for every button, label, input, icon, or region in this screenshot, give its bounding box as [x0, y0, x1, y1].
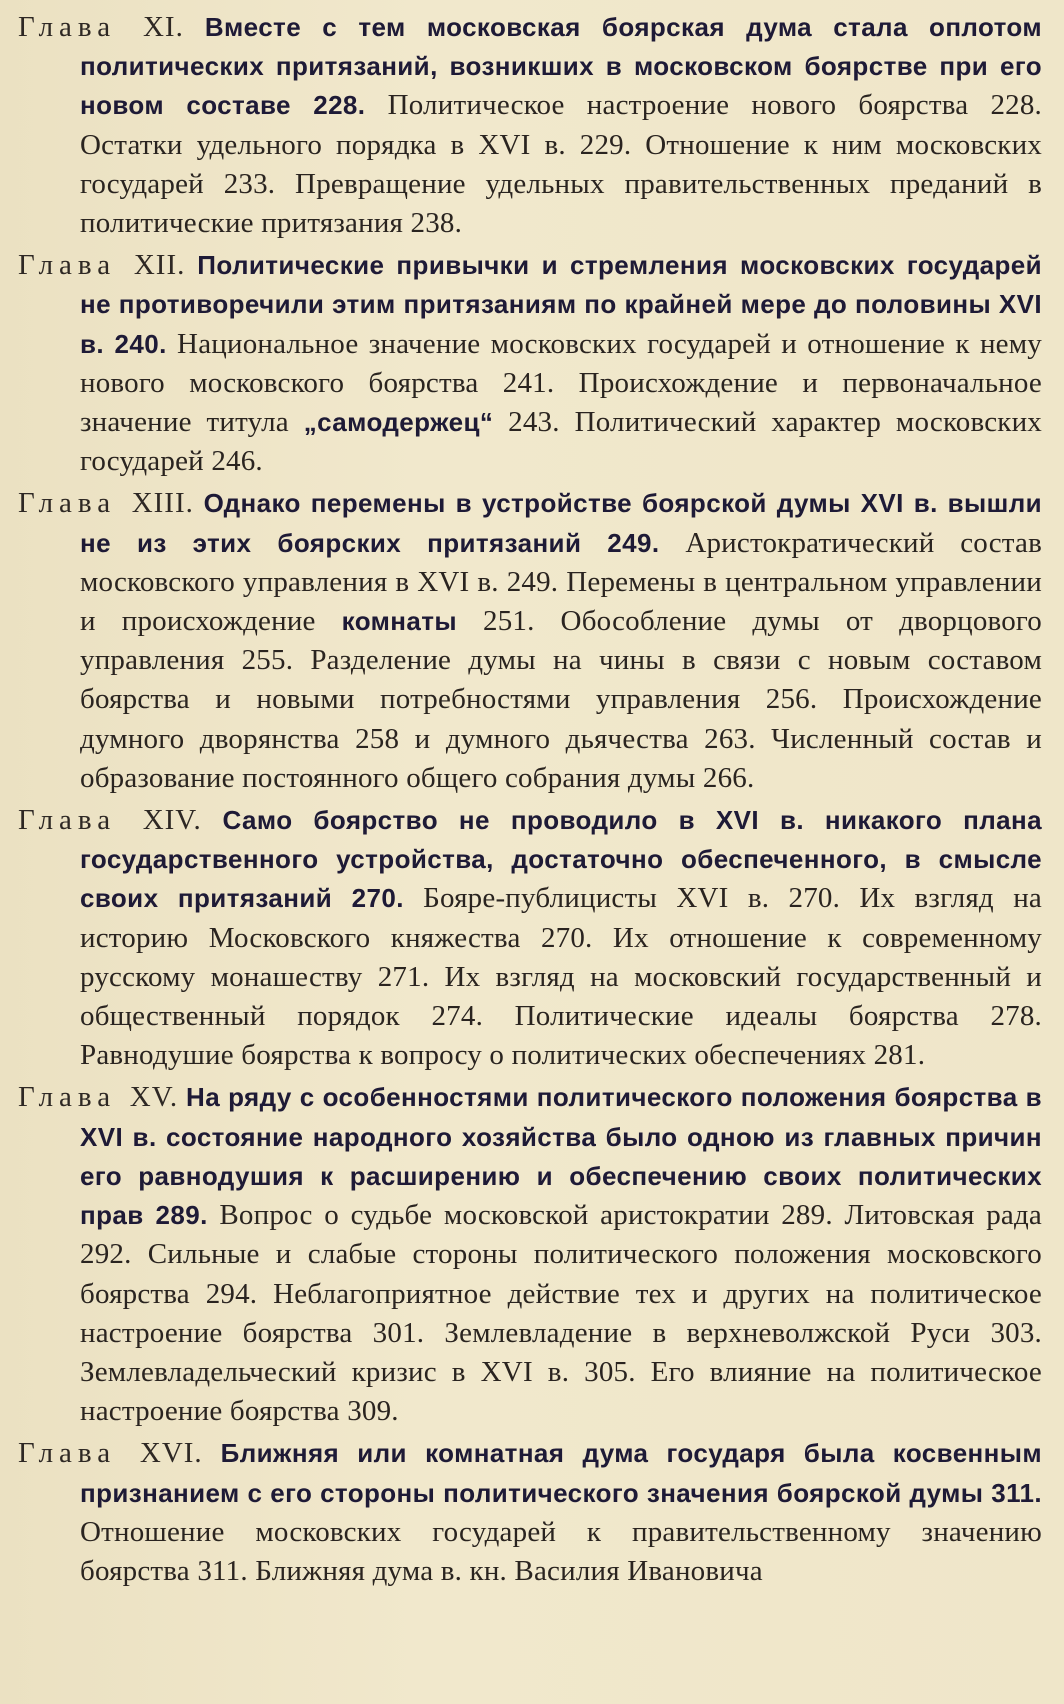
chapter-contents: Аристократический состав московского управления в XVI в. 249. Перемены в центральном управлении и происхождение	[80, 526, 1042, 638]
chapter-16	[18, 1434, 1042, 1591]
term-bold: „самодержец“	[303, 407, 494, 438]
chapter-contents-cont: 243. Политический характер московских государей 246.	[80, 406, 1042, 478]
chapter-label: Глава XIV.	[18, 804, 202, 837]
chapter-contents: Вопрос о судьбе московской аристократии 289. Литовская рада 292. Сильные и слабые стороны политического положения московского боярства 294. Неблагоприятное действие тех и других на политическое настроение боярства 301. Землевладение в верхневолжской Руси 303. Землевладельческий кризис в XVI в. 305. Его влияние на политическое настроение боярства 309.	[80, 1199, 1042, 1428]
chapter-summary-bold: На ряду с особенностями политического положения боярства в XVI в. состояние народного хозяйства было одною из главных причин его равнодушия к расширению и обеспечению своих политических прав 289.	[80, 1082, 1042, 1231]
chapter-summary-bold: Ближняя или комнатная дума государя была косвенным признанием с его стороны политического значения боярской думы 311.	[80, 1438, 1042, 1508]
chapter-12	[18, 246, 1042, 481]
chapter-summary-bold: Политические привычки и стремления московских государей не противоречили этим притязаниям по крайней мере до половины XVI в. 240.	[80, 250, 1043, 359]
chapter-label: Глава XI.	[18, 11, 184, 43]
chapter-contents: Отношение московских государей к правительственному значению боярства 311. Ближняя дума в. кн. Василия Ивановича	[80, 1515, 1042, 1587]
chapter-13	[18, 484, 1042, 798]
chapter-label: Глава XIII.	[18, 487, 194, 520]
chapter-contents: Бояре-публицисты XVI в. 270. Их взгляд на историю Московского княжества 270. Их отношение к современному русскому монашеству 271. Их взгляд на московский государственный и общественный порядок 274. Политические идеалы боярства 278. Равнодушие боярства к вопросу о политических обеспечениях 281.	[80, 882, 1042, 1072]
chapter-14	[18, 801, 1042, 1075]
chapter-contents: Политическое настроение нового боярства 228. Остатки удельного порядка в XVI в. 229. Отношение к ним московских государей 233. Превращение удельных правительственных преданий в политические притязания 238.	[80, 89, 1042, 240]
chapter-summary-bold: Однако перемены в устройстве боярской думы XVI в. вышли не из этих боярских притязаний 249.	[80, 488, 1042, 558]
chapter-contents: Национальное значение московских государей и отношение к нему нового московского боярства 241. Происхождение и первоначальное значение титула	[80, 327, 1042, 439]
chapter-summary-bold: Вместе с тем московская боярская дума стала оплотом политических притязаний, возникших в московском боярстве при его новом составе 228.	[80, 12, 1042, 121]
chapter-15	[18, 1078, 1042, 1431]
chapter-contents-cont: 251. Обособление думы от дворцового управления 255. Разделение думы на чины в связи с новым составом боярства и новыми потребностями управления 256. Происхождение думного дворянства 258 и думного дьячества 263. Численный состав и образование постоянного общего собрания думы 266.	[80, 605, 1043, 794]
chapter-label: Глава XVI.	[18, 1437, 203, 1470]
chapter-summary-bold: Само боярство не проводило в XVI в. никакого плана государственного устройства, достаточно обеспеченного, в смысле своих притязаний 270.	[80, 805, 1043, 914]
chapter-11	[18, 8, 1042, 243]
chapter-label: Глава XII.	[18, 249, 186, 282]
chapter-label: Глава XV.	[18, 1081, 179, 1114]
term-bold: комнаты	[341, 606, 457, 637]
